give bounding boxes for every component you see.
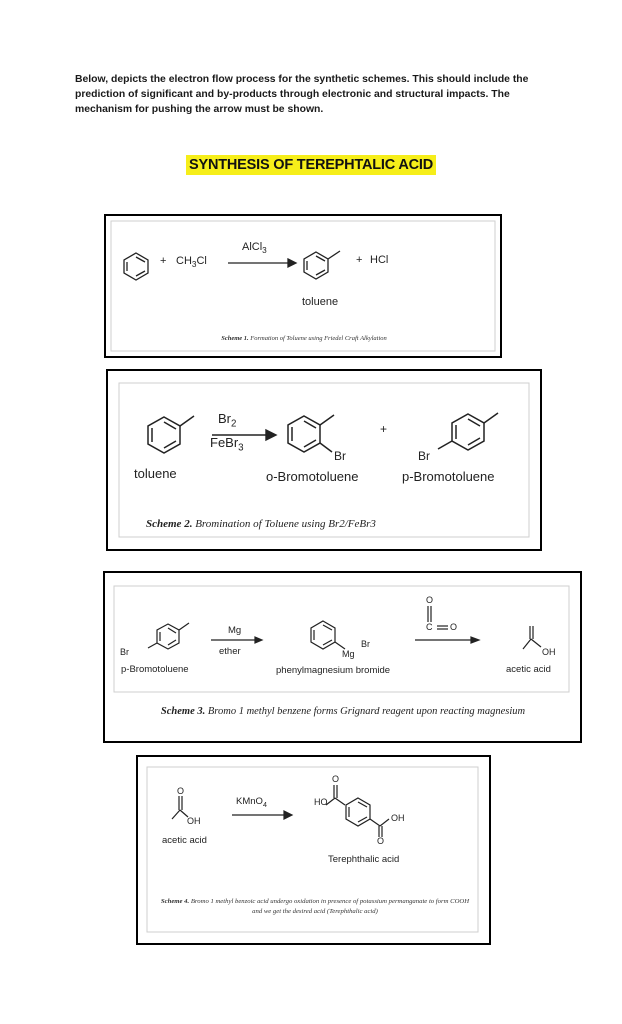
- caption-text: Bromination of Toluene using Br2/FeBr3: [195, 518, 376, 530]
- intro-paragraph: Below, depicts the electron flow process for the synthetic schemes. This should include the prediction of significant and by-products through electronic and structural impacts. The mechanism for pushing the arrow must be shown.: [75, 74, 529, 115]
- catalyst-alcl3: AlCl$_3$: [242, 241, 267, 256]
- toluene-ring: [148, 416, 194, 453]
- toluene-ring: [304, 251, 340, 279]
- oxygen-label: O: [377, 836, 385, 846]
- reactant-name: p-Bromotoluene: [121, 664, 189, 675]
- o-bromotoluene-ring: [288, 415, 334, 452]
- reagent-kmno4: KMnO$_4$: [236, 796, 267, 809]
- caption-label: Scheme 4.: [160, 898, 190, 905]
- caption-text: Bromo 1 methyl benzene forms Grignard reagent upon reacting magnesium: [207, 706, 526, 717]
- bromine-label: Br: [361, 639, 370, 649]
- plus-sign: +: [160, 255, 167, 267]
- reagent-mg: Mg: [228, 625, 242, 636]
- plus-sign: +: [356, 254, 363, 266]
- p-bromotoluene-ring: [438, 413, 498, 450]
- hydroxyl-label: OH: [542, 647, 556, 657]
- carbon-label: C: [426, 622, 433, 632]
- scheme-3-caption: [158, 705, 528, 719]
- caption-label: Scheme 2.: [146, 518, 193, 530]
- scheme-4-caption: [158, 897, 472, 917]
- benzene-ring: [124, 253, 148, 280]
- hydroxyl-label: HO: [314, 797, 328, 807]
- hydroxyl-label: OH: [187, 816, 201, 826]
- reaction-arrow: [232, 811, 292, 819]
- p-bromotoluene-ring: [148, 623, 189, 649]
- reagent-ether: ether: [219, 646, 241, 657]
- ortho-bromine: Br: [334, 449, 346, 463]
- oxygen-label: O: [426, 595, 434, 605]
- scheme-4-box: [136, 755, 491, 945]
- grignard-ring: [311, 621, 345, 649]
- acetic-acid-structure: [523, 626, 541, 649]
- acetic-acid-structure: [172, 796, 188, 819]
- oxygen-label: O: [450, 622, 458, 632]
- reaction-arrow: [228, 259, 296, 267]
- scheme-1-box: [104, 214, 502, 358]
- scheme-1-caption: [124, 335, 484, 342]
- caption-label: Scheme 3.: [160, 706, 206, 717]
- scheme-2-caption: [146, 518, 376, 530]
- para-bromine: Br: [418, 449, 430, 463]
- terephthalic-acid-structure: [326, 785, 389, 837]
- byproduct-hcl: HCl: [370, 254, 389, 266]
- product-name: toluene: [302, 296, 339, 308]
- caption-label: Scheme 1.: [221, 335, 249, 342]
- para-product-name: p-Bromotoluene: [402, 469, 495, 484]
- plus-sign: +: [380, 422, 388, 436]
- oxygen-label: O: [332, 774, 340, 784]
- reagent-febr3: FeBr$_3$: [210, 435, 244, 454]
- magnesium-label: Mg: [342, 649, 355, 659]
- reactant-name: toluene: [134, 466, 177, 481]
- oxygen-label: O: [177, 786, 185, 796]
- product-name: acetic acid: [506, 664, 551, 675]
- reagent-br2: $Br_2$: [218, 411, 237, 430]
- hydroxyl-label: OH: [391, 813, 405, 823]
- bromine-label: Br: [120, 647, 129, 657]
- scheme-3-box: [103, 571, 582, 743]
- reagent-ch3cl: $CH_3Cl$: [176, 255, 207, 270]
- reactant-name: acetic acid: [162, 835, 207, 846]
- page-title: SYNTHESIS OF TEREPHTALIC ACID: [186, 155, 436, 175]
- grignard-name: phenylmagnesium bromide: [276, 665, 391, 676]
- product-name: Terephthalic acid: [328, 854, 400, 865]
- ortho-product-name: o-Bromotoluene: [266, 469, 359, 484]
- scheme-2-box: [106, 369, 542, 551]
- reaction-arrow: [415, 637, 479, 643]
- caption-text: Formation of Toluene using Friedel Craft Alkylation: [250, 335, 387, 342]
- reaction-arrow: [211, 637, 262, 643]
- caption-text: Bromo 1 methyl benzoic acid undergo oxidation in presence of potassium permanganate to form COOH and we get the desired acid (Terephthalic acid): [190, 898, 470, 915]
